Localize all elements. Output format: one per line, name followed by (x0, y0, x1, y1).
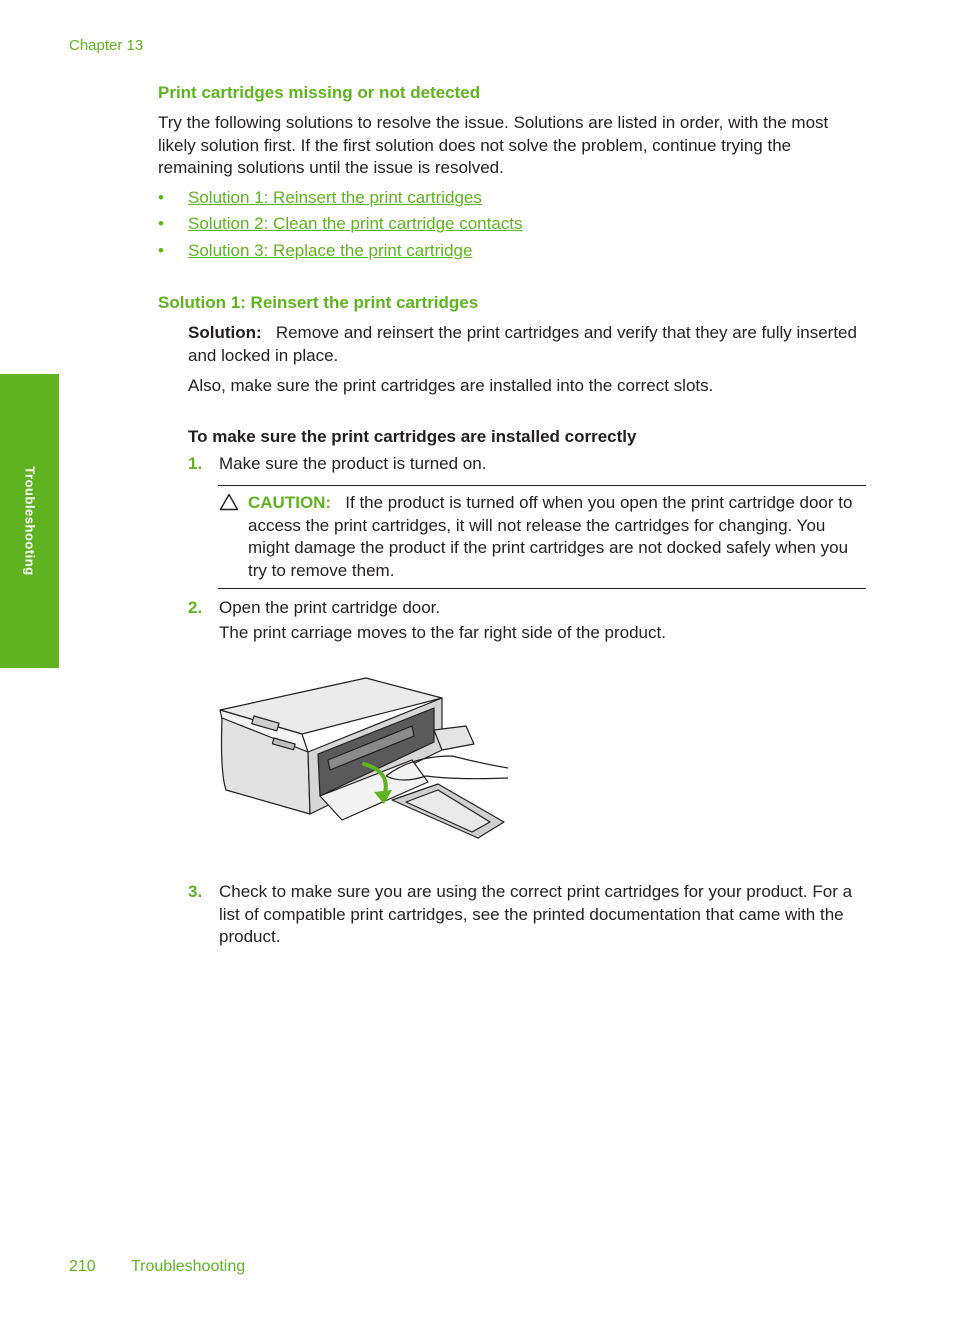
printer-door-illustration (216, 672, 512, 844)
caution-label: CAUTION: (248, 493, 332, 512)
footer-section: Troubleshooting (131, 1258, 246, 1275)
caution-text (248, 492, 868, 582)
side-tab (0, 374, 59, 668)
step-2-number: 2. (188, 598, 203, 617)
link-solution-3[interactable]: Solution 3: Replace the print cartridge (188, 241, 473, 260)
solution-label: Solution: (188, 323, 262, 342)
bullet-2: • (158, 214, 164, 233)
step-3-text: Check to make sure you are using the correct print cartridges for your product. For a list of compatible print cartridges, see the printed documentation that came with the product. (219, 882, 853, 946)
solution1-title: Solution 1: Reinsert the print cartridges (158, 293, 479, 312)
link-solution-1[interactable]: Solution 1: Reinsert the print cartridges (188, 188, 482, 207)
solution-body: Remove and reinsert the print cartridges and verify that they are fully inserted and locked in place. (188, 323, 857, 365)
section-title: Print cartridges missing or not detected (158, 83, 481, 102)
solution1-text (188, 322, 868, 367)
also-text: Also, make sure the print cartridges are installed into the correct slots. (188, 376, 714, 395)
step-2-text: Open the print cartridge door. (219, 598, 441, 617)
step-1-text: Make sure the product is turned on. (219, 454, 487, 473)
side-tab-label: Troubleshooting (22, 466, 37, 576)
bullet-1: • (158, 188, 164, 207)
step-1-number: 1. (188, 454, 203, 473)
caution-body: If the product is turned off when you open the print cartridge door to access the print cartridges, it will not release the cartridges for changing. You might damage the product if the print cartridges are not docked safely when you try to remove them. (248, 493, 853, 580)
step-2-note: The print carriage moves to the far right side of the product. (219, 623, 666, 642)
bullet-3: • (158, 241, 164, 260)
step-3-number: 3. (188, 882, 203, 901)
link-solution-2[interactable]: Solution 2: Clean the print cartridge contacts (188, 214, 523, 233)
chapter-header: Chapter 13 (69, 37, 144, 54)
caution-top-rule (218, 485, 866, 486)
intro-paragraph: Try the following solutions to resolve the issue. Solutions are listed in order, with the most likely solution first. If the first solution does not solve the problem, continue trying the remaining solutions until the issue is resolved. (158, 113, 829, 177)
caution-triangle-icon (219, 493, 239, 511)
caution-bottom-rule (218, 588, 866, 589)
procedure-title: To make sure the print cartridges are installed correctly (188, 427, 637, 446)
footer-page-number: 210 (69, 1258, 96, 1275)
